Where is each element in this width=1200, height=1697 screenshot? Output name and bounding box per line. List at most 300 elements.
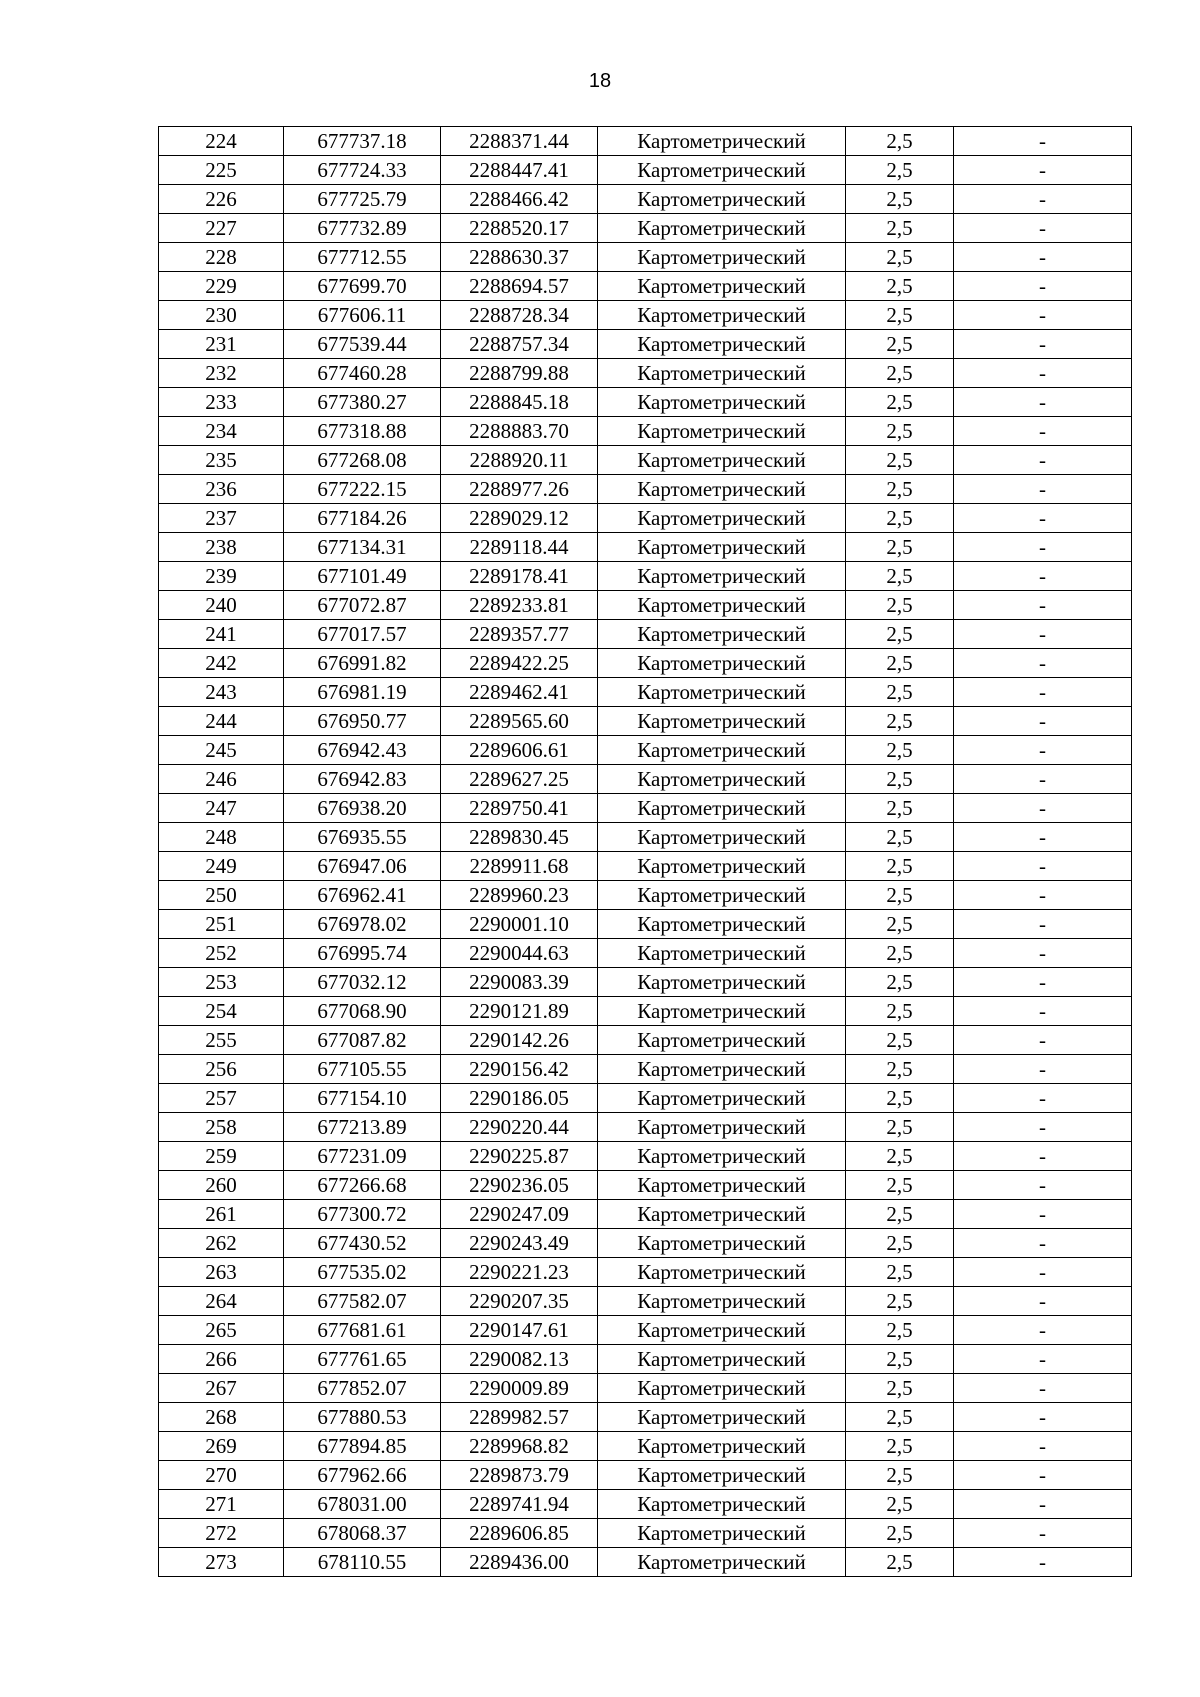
table-row	[159, 1432, 1132, 1461]
accuracy-cell: 2,5	[846, 881, 954, 910]
point-number-cell: 239	[159, 562, 284, 591]
table-row	[159, 1548, 1132, 1577]
accuracy-cell: 2,5	[846, 1287, 954, 1316]
table-row	[159, 504, 1132, 533]
accuracy-cell: 2,5	[846, 1229, 954, 1258]
description-cell: -	[954, 301, 1132, 330]
y-coordinate-cell: 2290121.89	[441, 997, 598, 1026]
y-coordinate-cell: 2289436.00	[441, 1548, 598, 1577]
method-cell: Картометрический	[598, 1113, 846, 1142]
table-row	[159, 1258, 1132, 1287]
point-number-cell: 240	[159, 591, 284, 620]
x-coordinate-cell: 677087.82	[284, 1026, 441, 1055]
table-row	[159, 1171, 1132, 1200]
description-cell: -	[954, 417, 1132, 446]
accuracy-cell: 2,5	[846, 997, 954, 1026]
x-coordinate-cell: 676978.02	[284, 910, 441, 939]
point-number-cell: 241	[159, 620, 284, 649]
table-row	[159, 562, 1132, 591]
table-row	[159, 214, 1132, 243]
y-coordinate-cell: 2290147.61	[441, 1316, 598, 1345]
description-cell: -	[954, 1345, 1132, 1374]
point-number-cell: 248	[159, 823, 284, 852]
method-cell: Картометрический	[598, 1345, 846, 1374]
point-number-cell: 247	[159, 794, 284, 823]
x-coordinate-cell: 677894.85	[284, 1432, 441, 1461]
y-coordinate-cell: 2288845.18	[441, 388, 598, 417]
table-row	[159, 1142, 1132, 1171]
accuracy-cell: 2,5	[846, 1142, 954, 1171]
y-coordinate-cell: 2289873.79	[441, 1461, 598, 1490]
table-row	[159, 707, 1132, 736]
point-number-cell: 235	[159, 446, 284, 475]
method-cell: Картометрический	[598, 243, 846, 272]
y-coordinate-cell: 2288977.26	[441, 475, 598, 504]
description-cell: -	[954, 1258, 1132, 1287]
x-coordinate-cell: 677681.61	[284, 1316, 441, 1345]
method-cell: Картометрический	[598, 765, 846, 794]
x-coordinate-cell: 677539.44	[284, 330, 441, 359]
method-cell: Картометрический	[598, 1055, 846, 1084]
point-number-cell: 231	[159, 330, 284, 359]
accuracy-cell: 2,5	[846, 1026, 954, 1055]
description-cell: -	[954, 910, 1132, 939]
point-number-cell: 237	[159, 504, 284, 533]
method-cell: Картометрический	[598, 1084, 846, 1113]
x-coordinate-cell: 676995.74	[284, 939, 441, 968]
accuracy-cell: 2,5	[846, 1490, 954, 1519]
y-coordinate-cell: 2289982.57	[441, 1403, 598, 1432]
x-coordinate-cell: 677184.26	[284, 504, 441, 533]
accuracy-cell: 2,5	[846, 504, 954, 533]
table-row	[159, 1084, 1132, 1113]
method-cell: Картометрический	[598, 852, 846, 881]
x-coordinate-cell: 676962.41	[284, 881, 441, 910]
description-cell: -	[954, 997, 1132, 1026]
description-cell: -	[954, 1316, 1132, 1345]
accuracy-cell: 2,5	[846, 359, 954, 388]
table-row	[159, 156, 1132, 185]
table-row	[159, 794, 1132, 823]
point-number-cell: 226	[159, 185, 284, 214]
point-number-cell: 228	[159, 243, 284, 272]
table-row	[159, 881, 1132, 910]
description-cell: -	[954, 127, 1132, 156]
description-cell: -	[954, 272, 1132, 301]
accuracy-cell: 2,5	[846, 214, 954, 243]
accuracy-cell: 2,5	[846, 1403, 954, 1432]
description-cell: -	[954, 1548, 1132, 1577]
description-cell: -	[954, 968, 1132, 997]
table-row	[159, 1345, 1132, 1374]
accuracy-cell: 2,5	[846, 1171, 954, 1200]
y-coordinate-cell: 2288520.17	[441, 214, 598, 243]
accuracy-cell: 2,5	[846, 1345, 954, 1374]
point-number-cell: 254	[159, 997, 284, 1026]
description-cell: -	[954, 214, 1132, 243]
point-number-cell: 273	[159, 1548, 284, 1577]
x-coordinate-cell: 677068.90	[284, 997, 441, 1026]
y-coordinate-cell: 2289606.61	[441, 736, 598, 765]
point-number-cell: 268	[159, 1403, 284, 1432]
y-coordinate-cell: 2288630.37	[441, 243, 598, 272]
x-coordinate-cell: 676981.19	[284, 678, 441, 707]
y-coordinate-cell: 2289029.12	[441, 504, 598, 533]
table-row	[159, 591, 1132, 620]
coordinates-table-body	[159, 127, 1132, 1577]
x-coordinate-cell: 676950.77	[284, 707, 441, 736]
y-coordinate-cell: 2288883.70	[441, 417, 598, 446]
description-cell: -	[954, 823, 1132, 852]
method-cell: Картометрический	[598, 939, 846, 968]
table-row	[159, 533, 1132, 562]
method-cell: Картометрический	[598, 272, 846, 301]
point-number-cell: 264	[159, 1287, 284, 1316]
accuracy-cell: 2,5	[846, 1461, 954, 1490]
accuracy-cell: 2,5	[846, 765, 954, 794]
x-coordinate-cell: 676991.82	[284, 649, 441, 678]
method-cell: Картометрический	[598, 562, 846, 591]
accuracy-cell: 2,5	[846, 417, 954, 446]
point-number-cell: 270	[159, 1461, 284, 1490]
table-row	[159, 1519, 1132, 1548]
accuracy-cell: 2,5	[846, 156, 954, 185]
method-cell: Картометрический	[598, 1490, 846, 1519]
method-cell: Картометрический	[598, 1432, 846, 1461]
description-cell: -	[954, 1200, 1132, 1229]
description-cell: -	[954, 591, 1132, 620]
x-coordinate-cell: 677737.18	[284, 127, 441, 156]
accuracy-cell: 2,5	[846, 301, 954, 330]
y-coordinate-cell: 2289960.23	[441, 881, 598, 910]
table-row	[159, 446, 1132, 475]
x-coordinate-cell: 677460.28	[284, 359, 441, 388]
accuracy-cell: 2,5	[846, 1200, 954, 1229]
point-number-cell: 244	[159, 707, 284, 736]
method-cell: Картометрический	[598, 330, 846, 359]
point-number-cell: 238	[159, 533, 284, 562]
y-coordinate-cell: 2288799.88	[441, 359, 598, 388]
y-coordinate-cell: 2289968.82	[441, 1432, 598, 1461]
accuracy-cell: 2,5	[846, 1258, 954, 1287]
description-cell: -	[954, 765, 1132, 794]
accuracy-cell: 2,5	[846, 649, 954, 678]
accuracy-cell: 2,5	[846, 272, 954, 301]
x-coordinate-cell: 677430.52	[284, 1229, 441, 1258]
x-coordinate-cell: 677266.68	[284, 1171, 441, 1200]
point-number-cell: 266	[159, 1345, 284, 1374]
method-cell: Картометрический	[598, 910, 846, 939]
description-cell: -	[954, 1055, 1132, 1084]
method-cell: Картометрический	[598, 301, 846, 330]
accuracy-cell: 2,5	[846, 852, 954, 881]
y-coordinate-cell: 2289357.77	[441, 620, 598, 649]
table-row	[159, 1287, 1132, 1316]
accuracy-cell: 2,5	[846, 388, 954, 417]
accuracy-cell: 2,5	[846, 1374, 954, 1403]
method-cell: Картометрический	[598, 1258, 846, 1287]
method-cell: Картометрический	[598, 1287, 846, 1316]
accuracy-cell: 2,5	[846, 330, 954, 359]
method-cell: Картометрический	[598, 504, 846, 533]
accuracy-cell: 2,5	[846, 620, 954, 649]
point-number-cell: 267	[159, 1374, 284, 1403]
accuracy-cell: 2,5	[846, 591, 954, 620]
y-coordinate-cell: 2289830.45	[441, 823, 598, 852]
accuracy-cell: 2,5	[846, 185, 954, 214]
y-coordinate-cell: 2290207.35	[441, 1287, 598, 1316]
description-cell: -	[954, 1142, 1132, 1171]
accuracy-cell: 2,5	[846, 446, 954, 475]
method-cell: Картометрический	[598, 707, 846, 736]
y-coordinate-cell: 2290243.49	[441, 1229, 598, 1258]
x-coordinate-cell: 677535.02	[284, 1258, 441, 1287]
table-row	[159, 1490, 1132, 1519]
accuracy-cell: 2,5	[846, 1316, 954, 1345]
method-cell: Картометрический	[598, 1374, 846, 1403]
point-number-cell: 258	[159, 1113, 284, 1142]
accuracy-cell: 2,5	[846, 1519, 954, 1548]
table-row	[159, 1026, 1132, 1055]
method-cell: Картометрический	[598, 1200, 846, 1229]
method-cell: Картометрический	[598, 881, 846, 910]
description-cell: -	[954, 156, 1132, 185]
method-cell: Картометрический	[598, 127, 846, 156]
accuracy-cell: 2,5	[846, 678, 954, 707]
x-coordinate-cell: 677725.79	[284, 185, 441, 214]
description-cell: -	[954, 243, 1132, 272]
x-coordinate-cell: 677231.09	[284, 1142, 441, 1171]
x-coordinate-cell: 677213.89	[284, 1113, 441, 1142]
point-number-cell: 249	[159, 852, 284, 881]
table-row	[159, 359, 1132, 388]
x-coordinate-cell: 677268.08	[284, 446, 441, 475]
description-cell: -	[954, 1171, 1132, 1200]
y-coordinate-cell: 2290009.89	[441, 1374, 598, 1403]
x-coordinate-cell: 677017.57	[284, 620, 441, 649]
x-coordinate-cell: 678110.55	[284, 1548, 441, 1577]
y-coordinate-cell: 2289627.25	[441, 765, 598, 794]
description-cell: -	[954, 1229, 1132, 1258]
point-number-cell: 246	[159, 765, 284, 794]
x-coordinate-cell: 677712.55	[284, 243, 441, 272]
x-coordinate-cell: 676935.55	[284, 823, 441, 852]
accuracy-cell: 2,5	[846, 968, 954, 997]
description-cell: -	[954, 388, 1132, 417]
description-cell: -	[954, 794, 1132, 823]
description-cell: -	[954, 1461, 1132, 1490]
table-row	[159, 1374, 1132, 1403]
table-row	[159, 1229, 1132, 1258]
table-row	[159, 127, 1132, 156]
table-row	[159, 823, 1132, 852]
point-number-cell: 261	[159, 1200, 284, 1229]
description-cell: -	[954, 446, 1132, 475]
point-number-cell: 229	[159, 272, 284, 301]
x-coordinate-cell: 677606.11	[284, 301, 441, 330]
accuracy-cell: 2,5	[846, 794, 954, 823]
x-coordinate-cell: 677724.33	[284, 156, 441, 185]
point-number-cell: 243	[159, 678, 284, 707]
description-cell: -	[954, 939, 1132, 968]
x-coordinate-cell: 677222.15	[284, 475, 441, 504]
y-coordinate-cell: 2289911.68	[441, 852, 598, 881]
method-cell: Картометрический	[598, 1519, 846, 1548]
method-cell: Картометрический	[598, 591, 846, 620]
point-number-cell: 271	[159, 1490, 284, 1519]
x-coordinate-cell: 677134.31	[284, 533, 441, 562]
point-number-cell: 232	[159, 359, 284, 388]
description-cell: -	[954, 1287, 1132, 1316]
table-row	[159, 997, 1132, 1026]
x-coordinate-cell: 677380.27	[284, 388, 441, 417]
x-coordinate-cell: 677732.89	[284, 214, 441, 243]
point-number-cell: 272	[159, 1519, 284, 1548]
table-row	[159, 736, 1132, 765]
method-cell: Картометрический	[598, 794, 846, 823]
table-row	[159, 272, 1132, 301]
table-row	[159, 1200, 1132, 1229]
y-coordinate-cell: 2289462.41	[441, 678, 598, 707]
x-coordinate-cell: 677154.10	[284, 1084, 441, 1113]
y-coordinate-cell: 2289422.25	[441, 649, 598, 678]
method-cell: Картометрический	[598, 1026, 846, 1055]
method-cell: Картометрический	[598, 997, 846, 1026]
y-coordinate-cell: 2290236.05	[441, 1171, 598, 1200]
table-row	[159, 185, 1132, 214]
point-number-cell: 250	[159, 881, 284, 910]
point-number-cell: 251	[159, 910, 284, 939]
point-number-cell: 230	[159, 301, 284, 330]
y-coordinate-cell: 2289178.41	[441, 562, 598, 591]
method-cell: Картометрический	[598, 1548, 846, 1577]
description-cell: -	[954, 475, 1132, 504]
description-cell: -	[954, 504, 1132, 533]
method-cell: Картометрический	[598, 359, 846, 388]
point-number-cell: 260	[159, 1171, 284, 1200]
description-cell: -	[954, 1490, 1132, 1519]
point-number-cell: 252	[159, 939, 284, 968]
accuracy-cell: 2,5	[846, 736, 954, 765]
method-cell: Картометрический	[598, 1403, 846, 1432]
table-row	[159, 475, 1132, 504]
table-row	[159, 939, 1132, 968]
description-cell: -	[954, 1432, 1132, 1461]
y-coordinate-cell: 2289606.85	[441, 1519, 598, 1548]
point-number-cell: 262	[159, 1229, 284, 1258]
y-coordinate-cell: 2290082.13	[441, 1345, 598, 1374]
point-number-cell: 256	[159, 1055, 284, 1084]
y-coordinate-cell: 2290044.63	[441, 939, 598, 968]
y-coordinate-cell: 2290220.44	[441, 1113, 598, 1142]
accuracy-cell: 2,5	[846, 707, 954, 736]
x-coordinate-cell: 677032.12	[284, 968, 441, 997]
y-coordinate-cell: 2288466.42	[441, 185, 598, 214]
description-cell: -	[954, 881, 1132, 910]
x-coordinate-cell: 677962.66	[284, 1461, 441, 1490]
point-number-cell: 236	[159, 475, 284, 504]
description-cell: -	[954, 359, 1132, 388]
method-cell: Картометрический	[598, 1229, 846, 1258]
method-cell: Картометрический	[598, 823, 846, 852]
point-number-cell: 259	[159, 1142, 284, 1171]
y-coordinate-cell: 2288447.41	[441, 156, 598, 185]
table-row	[159, 620, 1132, 649]
y-coordinate-cell: 2290247.09	[441, 1200, 598, 1229]
y-coordinate-cell: 2288728.34	[441, 301, 598, 330]
y-coordinate-cell: 2289565.60	[441, 707, 598, 736]
x-coordinate-cell: 678031.00	[284, 1490, 441, 1519]
accuracy-cell: 2,5	[846, 910, 954, 939]
x-coordinate-cell: 677101.49	[284, 562, 441, 591]
accuracy-cell: 2,5	[846, 1084, 954, 1113]
y-coordinate-cell: 2290221.23	[441, 1258, 598, 1287]
table-row	[159, 852, 1132, 881]
method-cell: Картометрический	[598, 388, 846, 417]
method-cell: Картометрический	[598, 1316, 846, 1345]
y-coordinate-cell: 2290142.26	[441, 1026, 598, 1055]
table-row	[159, 649, 1132, 678]
table-row	[159, 968, 1132, 997]
method-cell: Картометрический	[598, 1171, 846, 1200]
method-cell: Картометрический	[598, 156, 846, 185]
table-row	[159, 330, 1132, 359]
x-coordinate-cell: 677761.65	[284, 1345, 441, 1374]
description-cell: -	[954, 852, 1132, 881]
accuracy-cell: 2,5	[846, 127, 954, 156]
description-cell: -	[954, 330, 1132, 359]
x-coordinate-cell: 678068.37	[284, 1519, 441, 1548]
x-coordinate-cell: 677300.72	[284, 1200, 441, 1229]
y-coordinate-cell: 2290186.05	[441, 1084, 598, 1113]
point-number-cell: 263	[159, 1258, 284, 1287]
point-number-cell: 234	[159, 417, 284, 446]
table-row	[159, 417, 1132, 446]
point-number-cell: 227	[159, 214, 284, 243]
y-coordinate-cell: 2289233.81	[441, 591, 598, 620]
point-number-cell: 242	[159, 649, 284, 678]
table-row	[159, 388, 1132, 417]
description-cell: -	[954, 533, 1132, 562]
point-number-cell: 255	[159, 1026, 284, 1055]
method-cell: Картометрический	[598, 446, 846, 475]
accuracy-cell: 2,5	[846, 562, 954, 591]
y-coordinate-cell: 2289750.41	[441, 794, 598, 823]
y-coordinate-cell: 2290083.39	[441, 968, 598, 997]
accuracy-cell: 2,5	[846, 1432, 954, 1461]
table-row	[159, 1403, 1132, 1432]
accuracy-cell: 2,5	[846, 1055, 954, 1084]
accuracy-cell: 2,5	[846, 243, 954, 272]
accuracy-cell: 2,5	[846, 533, 954, 562]
x-coordinate-cell: 676947.06	[284, 852, 441, 881]
accuracy-cell: 2,5	[846, 939, 954, 968]
point-number-cell: 253	[159, 968, 284, 997]
y-coordinate-cell: 2290156.42	[441, 1055, 598, 1084]
description-cell: -	[954, 1403, 1132, 1432]
description-cell: -	[954, 620, 1132, 649]
x-coordinate-cell: 677318.88	[284, 417, 441, 446]
description-cell: -	[954, 1374, 1132, 1403]
method-cell: Картометрический	[598, 417, 846, 446]
accuracy-cell: 2,5	[846, 823, 954, 852]
description-cell: -	[954, 678, 1132, 707]
description-cell: -	[954, 1113, 1132, 1142]
method-cell: Картометрический	[598, 968, 846, 997]
x-coordinate-cell: 677852.07	[284, 1374, 441, 1403]
method-cell: Картометрический	[598, 214, 846, 243]
method-cell: Картометрический	[598, 1142, 846, 1171]
